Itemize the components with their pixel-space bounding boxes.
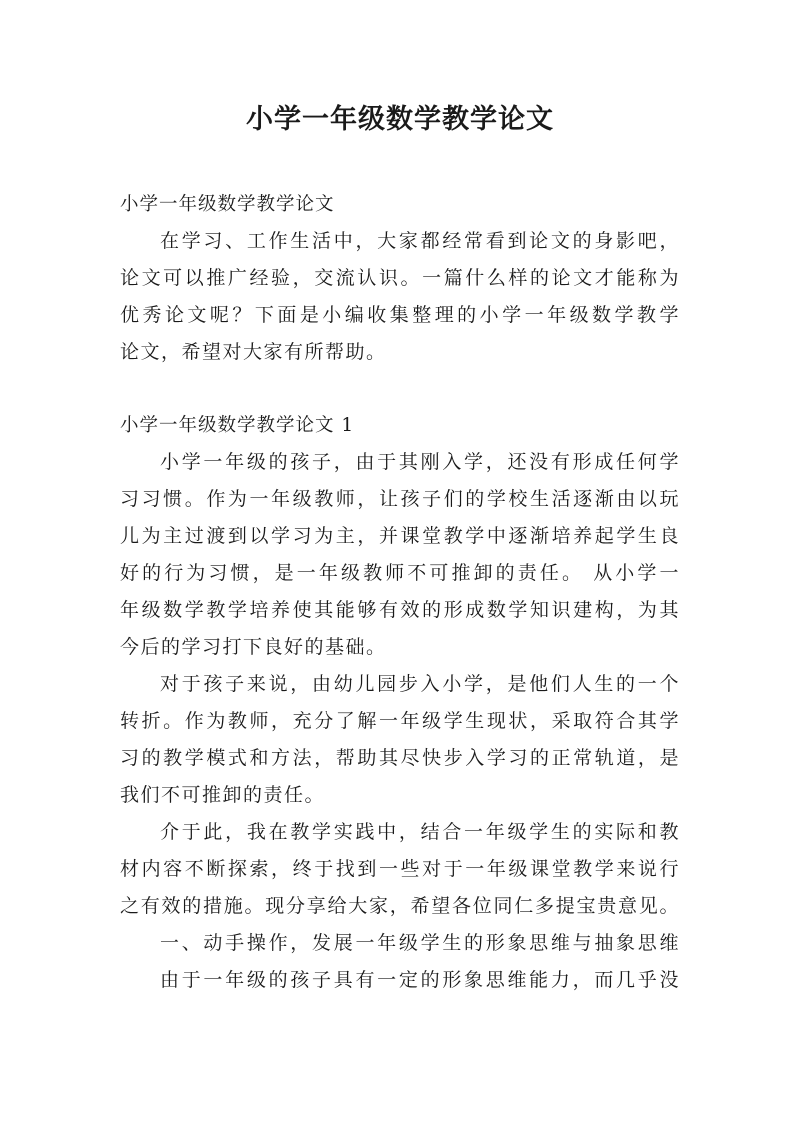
section-heading: 小学一年级数学教学论文 1	[120, 415, 355, 436]
document-body	[120, 186, 680, 999]
section-gap	[120, 371, 680, 407]
paragraph-line: 习习惯。作为一年级教师，让孩子们的学校生活逐渐由以玩	[120, 488, 680, 510]
paragraph-line: 材内容不断探索，终于找到一些对于一年级课堂教学来说行	[120, 858, 680, 880]
subsection-heading: 一、动手操作，发展一年级学生的形象思维与抽象思维	[160, 932, 680, 954]
paragraph-line: 年级数学教学培养使其能够有效的形成数学知识建构，为其	[120, 599, 680, 621]
document-title: 小学一年级数学教学论文	[246, 104, 554, 135]
paragraph-line: 论文，希望对大家有所帮助。	[120, 341, 387, 363]
paragraph-line: 小学一年级的孩子，由于其刚入学，还没有形成任何学	[160, 451, 680, 473]
paragraph-line: 儿为主过渡到以学习为主，并课堂教学中逐渐培养起学生良	[120, 525, 680, 547]
paragraph-line: 由于一年级的孩子具有一定的形象思维能力，而几乎没	[160, 969, 680, 991]
paragraph-line: 之有效的措施。现分享给大家，希望各位同仁多提宝贵意见。	[120, 895, 680, 917]
paragraph-line: 今后的学习打下良好的基础。	[120, 636, 387, 658]
paragraph-line: 习的教学模式和方法，帮助其尽快步入学习的正常轨道，是	[120, 747, 680, 769]
paragraph-line: 在学习、工作生活中，大家都经常看到论文的身影吧，	[160, 230, 680, 252]
paragraph-line: 好的行为习惯，是一年级教师不可推卸的责任。 从小学一	[120, 562, 680, 584]
paragraph-line: 转折。作为教师，充分了解一年级学生现状，采取符合其学	[120, 710, 680, 732]
paragraph-line: 论文可以推广经验，交流认识。一篇什么样的论文才能称为	[120, 267, 680, 289]
paragraph-line: 介于此，我在教学实践中，结合一年级学生的实际和教	[160, 821, 680, 843]
paragraph-line: 我们不可推卸的责任。	[120, 784, 326, 806]
intro-heading: 小学一年级数学教学论文	[120, 194, 335, 215]
paragraph-line: 优秀论文呢？下面是小编收集整理的小学一年级数学教学	[120, 304, 680, 326]
paragraph-line: 对于孩子来说，由幼儿园步入小学，是他们人生的一个	[160, 673, 680, 695]
